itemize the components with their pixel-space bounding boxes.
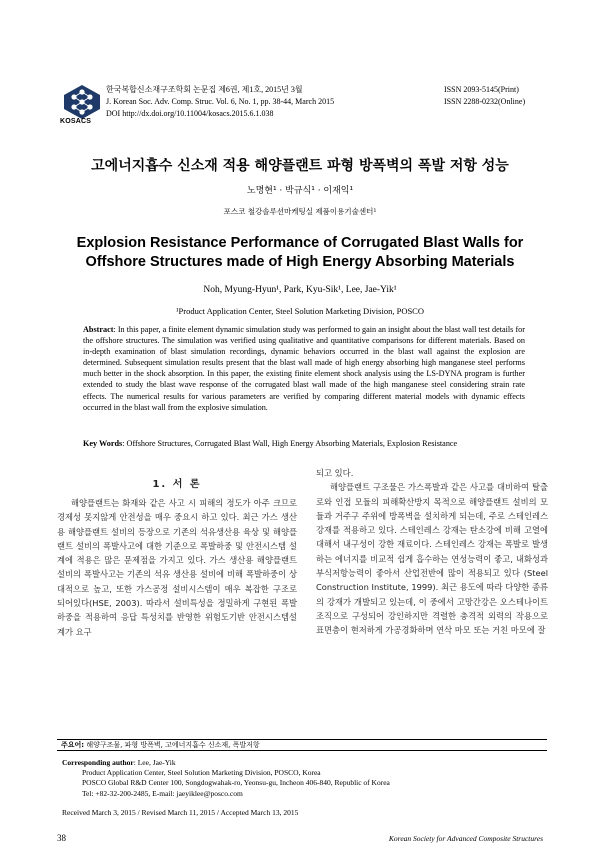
- intro-paragraph-continued: 되고 있다.: [316, 468, 354, 478]
- corr-label: Corresponding author: [62, 758, 134, 767]
- keywords-korean-label: 주요어:: [61, 741, 85, 749]
- issn-block: [444, 84, 525, 108]
- journal-header: [106, 84, 334, 120]
- title-english-line1: Explosion Resistance Performance of Corrugated Blast Walls for: [76, 235, 524, 251]
- journal-name-en: J. Korean Soc. Adv. Comp. Struc. Vol. 6, No. 1, pp. 38-44, March 2015: [106, 97, 335, 106]
- page-number: 38: [57, 833, 66, 843]
- corr-contact: Tel: +82-32-200-2485, E-mail: jaeyiklee@posco.com: [82, 788, 243, 798]
- received-dates: Received March 3, 2015 / Revised March 11, 2015 / Accepted March 13, 2015: [62, 808, 299, 817]
- affiliation-korean: 포스코 철강솔루션마케팅실 제품이용기술센터¹: [223, 207, 377, 216]
- authors-english: Noh, Myung-Hyun¹, Park, Kyu-Sik¹, Lee, Jae-Yik¹: [203, 285, 397, 295]
- corr-address: POSCO Global R&D Center 100, Songdogwahak-ro, Yeonsu-gu, Incheon 406-840, Republic of Korea: [82, 778, 390, 788]
- corr-name: : Lee, Jae-Yik: [133, 758, 176, 767]
- keywords-text: : Offshore Structures, Corrugated Blast Wall, High Energy Absorbing Materials, Explosion Resistance: [122, 439, 458, 448]
- intro-paragraph-2: 해양플랜트 구조물은 가스폭발과 같은 사고를 대비하여 탈출로와 인접 모듈의 피해확산방지 목적으로 해양플랜트 설비의 모듈과 거주구 주위에 방폭벽을 설치하게 되는데, 주로 스테인레스 강재를 적용하고 있다. 스테인레스 강재는 탄소강에 비해 고열에 대해서 내구성이 강한 재료이다. 스테인레스 강재는 폭발로 발생하는 에너지를 비교적 쉽게 흡수하는 연성능력이 좋고, 내화성과 부식저항능력이 좋아서 산업전반에 많이 적용되고 있다 (Steel Construction Institute, 1999). 최근 용도에 따라 다양한 종류의 강재가 개발되고 있는데, 이 중에서 고망간강은 오스테나이트 조직으로 구성되어 강인하지만 격렬한 충격적 외력의 작용으로 표면층이 현저하게 가공경화하며 연삭 마모 또는 거친 마모에 잘: [316, 482, 548, 636]
- keywords: [83, 439, 525, 448]
- left-column: [57, 475, 297, 639]
- doi-link[interactable]: DOI http://dx.doi.org/10.11004/kosacs.2015.6.1.038: [106, 109, 274, 118]
- issn-print: ISSN 2093-5145(Print): [444, 85, 519, 94]
- right-column: [316, 466, 548, 638]
- logo-text: KOSACS: [60, 118, 92, 125]
- title-english-line2: Offshore Structures made of High Energy Absorbing Materials: [85, 254, 515, 270]
- title-english: [40, 234, 560, 272]
- intro-paragraph-1: 해양플랜트는 화재와 같은 사고 시 피해의 정도가 아주 크므로 경제성 못지않게 안전성을 매우 중요시 하고 있다. 최근 가스 생산용 해양플랜트 설비의 등장으로 기존의 석유생산용 육상 및 해양플랜트 설비의 폭발사고에 대한 기준으로 폭발하중 및 안전시스템 설계에 적용은 많은 문제점을 가지고 있다. 가스 생산용 해양플랜트 설비의 폭발사고는 기존의 석유 생산용 설비에 비해 폭발하중이 상대적으로 높고, 또한 가스공정 설비시스템이 매우 복잡한 구조로 되어있다(HSE, 2003). 따라서 설비특성을 정밀하게 구현된 폭발하중을 적용하여 응답 특성치를 반영한 위험도기반 안전시스템설계가 요구: [57, 498, 297, 637]
- journal-name-ko: 한국복합신소재구조학회 논문집 제6권, 제1호, 2015년 3월: [106, 85, 303, 94]
- section-title-introduction: 1. 서 론: [152, 479, 202, 490]
- abstract-text: : In this paper, a finite element dynamic simulation study was performed to gain an insight about the blast wall test details for the offshore structures. The simulation was verified using qualitative and quantitative comparisons for different materials. Based on in-depth examination of blast simulation recordings, dynamic behaviors occurred in the blast wall against the explosion are determined. Subsequent simulation results present that the blast wall made of high energy absorbing high manganese steel performs much better in the shock absorption. In this paper, the existing finite element shock analysis using the LS-DYNA program is further extended to study the blast wave response of the corrugated blast wall made of the high manganese steel considering strain rate effects. The numerical results for various parameters are verified by comparing different material models with dynamic effects occurred in the blast wall from the explosive simulation.: [83, 325, 525, 412]
- keywords-label: Key Words: [83, 439, 123, 448]
- kosacs-logo-icon: [62, 84, 102, 120]
- corresponding-author: [62, 758, 390, 799]
- abstract-label: Abstract: [83, 325, 114, 334]
- divider-bottom: [57, 750, 547, 751]
- affiliation-english: ¹Product Application Center, Steel Solution Marketing Division, POSCO: [176, 306, 424, 316]
- abstract: [83, 324, 525, 413]
- keywords-korean-text: 해양구조물, 파형 방폭벽, 고에너지흡수 신소재, 폭발저항: [84, 741, 260, 749]
- footer-journal: Korean Society for Advanced Composite Structures: [388, 834, 543, 843]
- authors-korean: 노명현¹ · 박규식¹ · 이재익¹: [246, 186, 354, 196]
- corr-affiliation: Product Application Center, Steel Solution Marketing Division, POSCO, Korea: [82, 768, 321, 778]
- keywords-korean: [61, 740, 260, 750]
- title-korean: 고에너지흡수 신소재 적용 해양플랜트 파형 방폭벽의 폭발 저항 성능: [91, 158, 509, 174]
- issn-online: ISSN 2288-0232(Online): [444, 97, 526, 106]
